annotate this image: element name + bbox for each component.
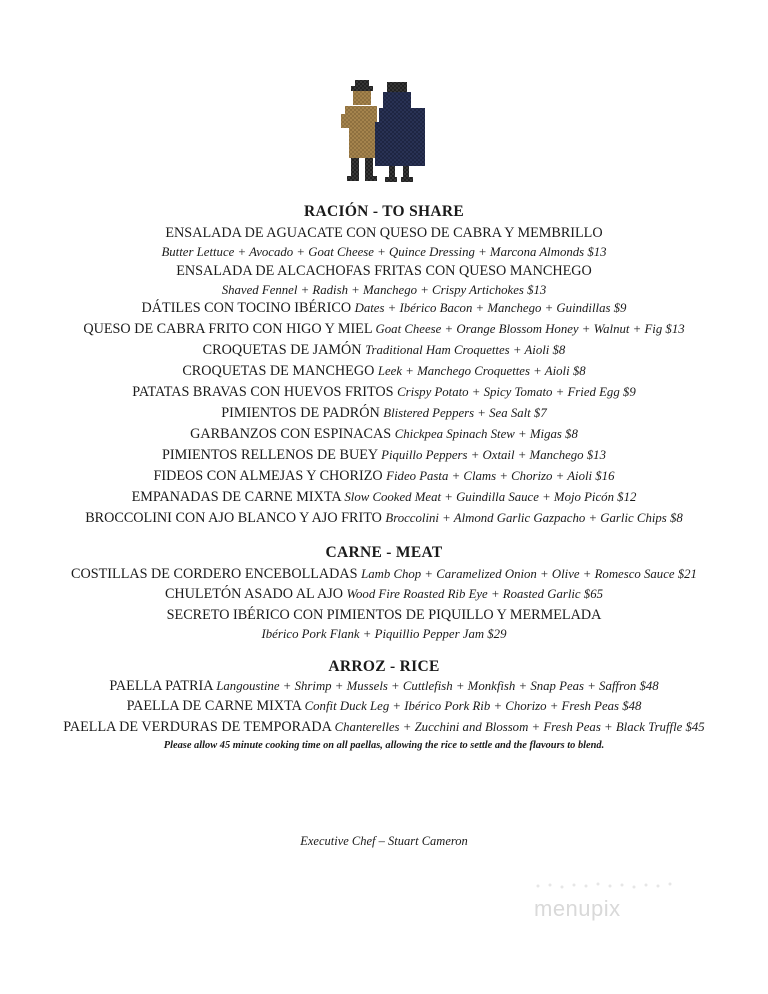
item-description: Chanterelles + Zucchini and Blossom + Fresh Peas + Black Truffle $45 — [334, 720, 705, 734]
item-description: Goat Cheese + Orange Blossom Honey + Walnut + Fig $13 — [375, 322, 685, 336]
item-description: Slow Cooked Meat + Guindilla Sauce + Mojo Picón $12 — [344, 490, 637, 504]
item-name: EMPANADAS DE CARNE MIXTA — [131, 489, 341, 505]
menu-item — [0, 585, 768, 605]
item-name: DÁTILES CON TOCINO IBÉRICO — [141, 300, 352, 316]
item-name: COSTILLAS DE CORDERO ENCEBOLLADAS — [71, 566, 358, 582]
item-name: PIMIENTOS DE PADRÓN — [221, 405, 380, 421]
item-description: Leek + Manchego Croquettes + Aioli $8 — [377, 364, 586, 378]
menu-item — [0, 224, 768, 261]
item-description: Chickpea Spinach Stew + Migas $8 — [394, 427, 578, 441]
item-description: Ibérico Pork Flank + Piquillio Pepper Jam $29 — [261, 626, 507, 641]
menu-item — [0, 320, 768, 340]
item-description: Langoustine + Shrimp + Mussels + Cuttlefish + Monkfish + Snap Peas + Saffron $48 — [216, 679, 659, 693]
menu-item — [0, 446, 768, 466]
paella-note: Please allow 45 minute cooking time on all paellas, allowing the rice to settle and the flavours to blend. — [163, 740, 605, 751]
section-title: RACIÓN - TO SHARE — [304, 203, 464, 220]
item-name: PATATAS BRAVAS CON HUEVOS FRITOS — [132, 384, 394, 400]
item-description: Wood Fire Roasted Rib Eye + Roasted Garlic $65 — [346, 587, 604, 601]
item-name: CROQUETAS DE MANCHEGO — [182, 363, 375, 379]
item-name: PAELLA DE CARNE MIXTA — [126, 698, 302, 714]
menu-item — [0, 299, 768, 319]
menu-item — [0, 404, 768, 424]
section-title: CARNE - MEAT — [325, 544, 443, 561]
item-name: ENSALADA DE ALCACHOFAS FRITAS CON QUESO MANCHEGO — [176, 263, 592, 279]
item-name: BROCCOLINI CON AJO BLANCO Y AJO FRITO — [85, 510, 382, 526]
watermark-menupix: menupix — [534, 896, 621, 921]
menu-item — [0, 677, 768, 697]
section-carne — [0, 543, 768, 563]
item-description: Piquillo Peppers + Oxtail + Manchego $13 — [381, 448, 606, 462]
item-name: FIDEOS CON ALMEJAS Y CHORIZO — [153, 468, 383, 484]
item-name: ENSALADA DE AGUACATE CON QUESO DE CABRA Y MEMBRILLO — [165, 225, 603, 241]
section-racion — [0, 202, 768, 222]
menu-item — [0, 362, 768, 382]
item-name: GARBANZOS CON ESPINACAS — [190, 426, 392, 442]
menu-item — [0, 488, 768, 508]
item-name: CHULETÓN ASADO AL AJO — [164, 586, 343, 602]
watermark-dots — [528, 880, 678, 892]
item-description: Blistered Peppers + Sea Salt $7 — [383, 406, 547, 420]
item-name: QUESO DE CABRA FRITO CON HIGO Y MIEL — [83, 321, 372, 337]
menu-item — [0, 565, 768, 585]
item-name: PAELLA PATRIA — [109, 678, 213, 694]
item-name: SECRETO IBÉRICO CON PIMIENTOS DE PIQUILLO Y MERMELADA — [166, 607, 602, 623]
item-description: Broccolini + Almond Garlic Gazpacho + Garlic Chips $8 — [385, 511, 683, 525]
logo-cross-stitch-couple — [339, 78, 431, 184]
item-description: Dates + Ibérico Bacon + Manchego + Guindillas $9 — [354, 301, 627, 315]
menu-item — [0, 467, 768, 487]
section-arroz — [0, 657, 768, 677]
item-description: Lamb Chop + Caramelized Onion + Olive + Romesco Sauce $21 — [361, 567, 697, 581]
item-name: PAELLA DE VERDURAS DE TEMPORADA — [63, 719, 332, 735]
menu-item — [0, 606, 768, 643]
item-description: Shaved Fennel + Radish + Manchego + Crispy Artichokes $13 — [221, 282, 547, 297]
menu-item — [0, 697, 768, 717]
menu-item — [0, 509, 768, 529]
item-name: PIMIENTOS RELLENOS DE BUEY — [162, 447, 378, 463]
menu-item — [0, 718, 768, 738]
item-description: Confit Duck Leg + Ibérico Pork Rib + Chorizo + Fresh Peas $48 — [304, 699, 642, 713]
menu-item — [0, 341, 768, 361]
item-description: Fideo Pasta + Clams + Chorizo + Aioli $16 — [386, 469, 615, 483]
item-description: Crispy Potato + Spicy Tomato + Fried Egg $9 — [397, 385, 636, 399]
item-description: Butter Lettuce + Avocado + Goat Cheese + Quince Dressing + Marcona Almonds $13 — [161, 244, 607, 259]
menu-item — [0, 425, 768, 445]
menu-item — [0, 262, 768, 299]
executive-chef: Executive Chef – Stuart Cameron — [300, 834, 468, 848]
section-title: ARROZ - RICE — [328, 658, 440, 675]
item-name: CROQUETAS DE JAMÓN — [202, 342, 362, 358]
item-description: Traditional Ham Croquettes + Aioli $8 — [365, 343, 566, 357]
menu-item — [0, 383, 768, 403]
